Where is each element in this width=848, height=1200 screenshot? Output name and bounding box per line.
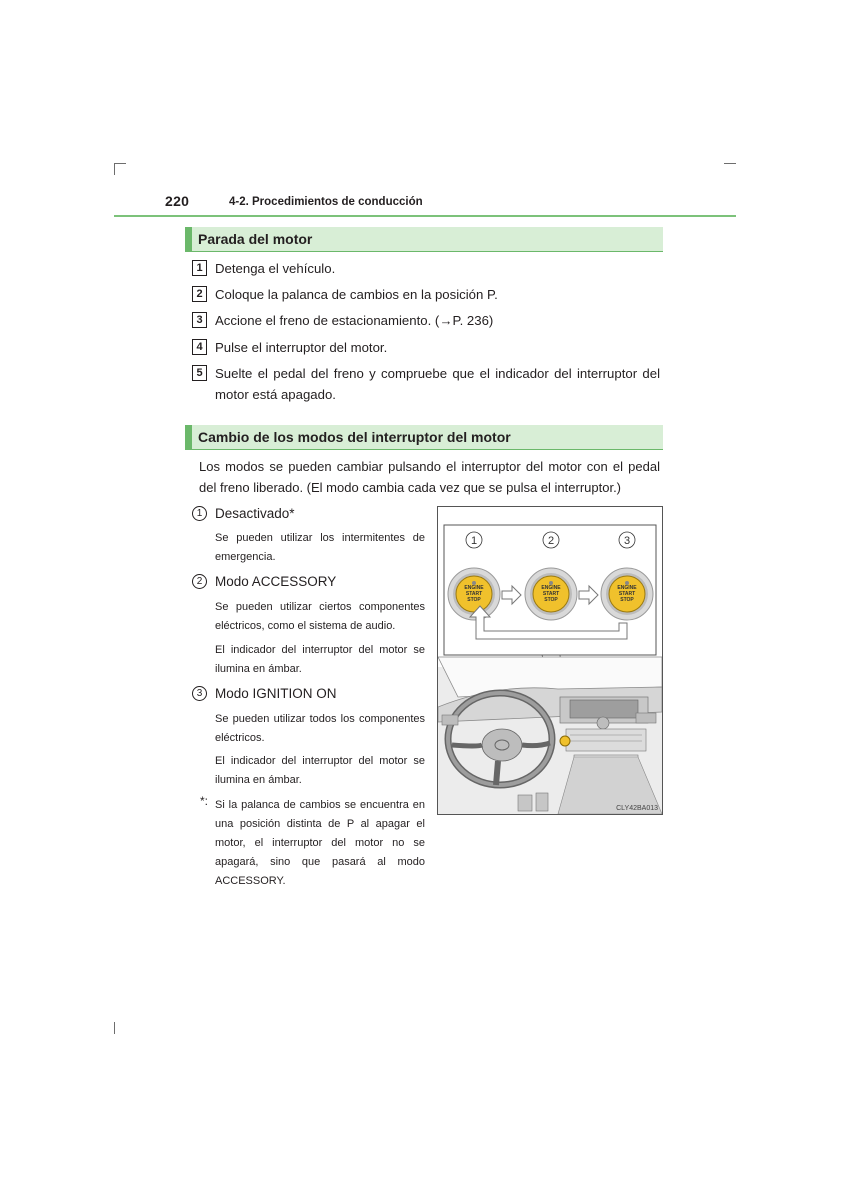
header-rule <box>114 215 736 217</box>
mode-label: Modo ACCESSORY <box>215 574 337 589</box>
step-3 <box>192 310 660 331</box>
page-number: 220 <box>165 193 190 209</box>
footnote-text: Si la palanca de cambios se encuentra en una posición distinta de P al apagar el motor, el interruptor del motor no se apagará, sino que pasará al modo ACCESSORY. <box>215 799 425 887</box>
svg-text:START: START <box>618 591 636 597</box>
step-5 <box>192 363 660 405</box>
step-label-2-icon <box>543 532 559 548</box>
step-label-1-icon <box>466 532 482 548</box>
section-title-parada: Parada del motor <box>185 227 663 251</box>
step-label-3-icon <box>619 532 635 548</box>
engine-switch-figure <box>437 506 663 815</box>
mode-label: Modo IGNITION ON <box>215 686 337 701</box>
svg-text:ENGINE: ENGINE <box>541 585 561 591</box>
crop-mark-top-left-h <box>114 163 126 164</box>
svg-text:START: START <box>465 591 483 597</box>
step-4 <box>192 337 660 358</box>
figure-code: CLY42BA013 <box>616 805 658 812</box>
step-text: Coloque la palanca de cambios en la posición P. <box>215 287 498 302</box>
section-title-modos: Cambio de los modos del interruptor del motor <box>185 425 663 449</box>
section-breadcrumb: 4-2. Procedimientos de conducción <box>229 196 423 208</box>
figure-illustration <box>438 507 662 814</box>
crop-mark-top-left-v <box>114 163 115 175</box>
engine-button-location-icon <box>560 736 570 746</box>
mode-ignition-on <box>192 685 432 703</box>
mode-off <box>192 505 432 523</box>
footnote-mark: *: <box>200 794 209 808</box>
step-number: 5 <box>192 365 207 381</box>
svg-text:ENGINE: ENGINE <box>464 585 484 591</box>
step-text: Detenga el vehículo. <box>215 261 336 276</box>
step-number: 4 <box>192 339 207 355</box>
engine-start-button-icon-2 <box>525 568 577 620</box>
mode-number: 2 <box>192 574 207 589</box>
svg-text:STOP: STOP <box>544 597 558 603</box>
mode-label: Desactivado* <box>215 506 295 521</box>
crop-mark-bottom-left-v <box>114 1022 115 1034</box>
engine-start-button-icon-3 <box>601 568 653 620</box>
step-number: 1 <box>192 260 207 276</box>
step-text: Accione el freno de estacionamiento. (→P. 236) <box>215 313 494 328</box>
svg-text:ENGINE: ENGINE <box>617 585 637 591</box>
mode-accessory <box>192 573 432 591</box>
dashboard-illustration-icon <box>438 657 662 814</box>
mode-ignition-note-1: Se pueden utilizar todos los componentes eléctricos. <box>215 713 425 744</box>
svg-text:1: 1 <box>470 535 478 547</box>
mode-accessory-note-2: El indicador del interruptor del motor se ilumina en ámbar. <box>215 644 425 675</box>
step-1 <box>192 258 660 279</box>
svg-text:STOP: STOP <box>620 597 634 603</box>
section-intro: Los modos se pueden cambiar pulsando el interruptor del motor con el pedal del freno liberado. (El modo cambia cada vez que se pulsa el interruptor.) <box>199 459 660 495</box>
svg-text:STOP: STOP <box>467 597 481 603</box>
step-number: 2 <box>192 286 207 302</box>
step-number: 3 <box>192 312 207 328</box>
step-text: Suelte el pedal del freno y compruebe que el indicador del interruptor del motor está apagado. <box>215 366 660 402</box>
step-2 <box>192 284 660 305</box>
step-text: Pulse el interruptor del motor. <box>215 340 388 355</box>
mode-ignition-note-2: El indicador del interruptor del motor se ilumina en ámbar. <box>215 755 425 786</box>
mode-number: 1 <box>192 506 207 521</box>
mode-off-note: Se pueden utilizar los intermitentes de emergencia. <box>215 532 425 563</box>
mode-accessory-note-1: Se pueden utilizar ciertos componentes eléctricos, como el sistema de audio. <box>215 601 425 632</box>
svg-text:START: START <box>542 591 560 597</box>
mode-number: 3 <box>192 686 207 701</box>
svg-text:2: 2 <box>547 535 555 547</box>
svg-text:3: 3 <box>623 535 631 547</box>
crop-mark-top-right-h <box>724 163 736 164</box>
